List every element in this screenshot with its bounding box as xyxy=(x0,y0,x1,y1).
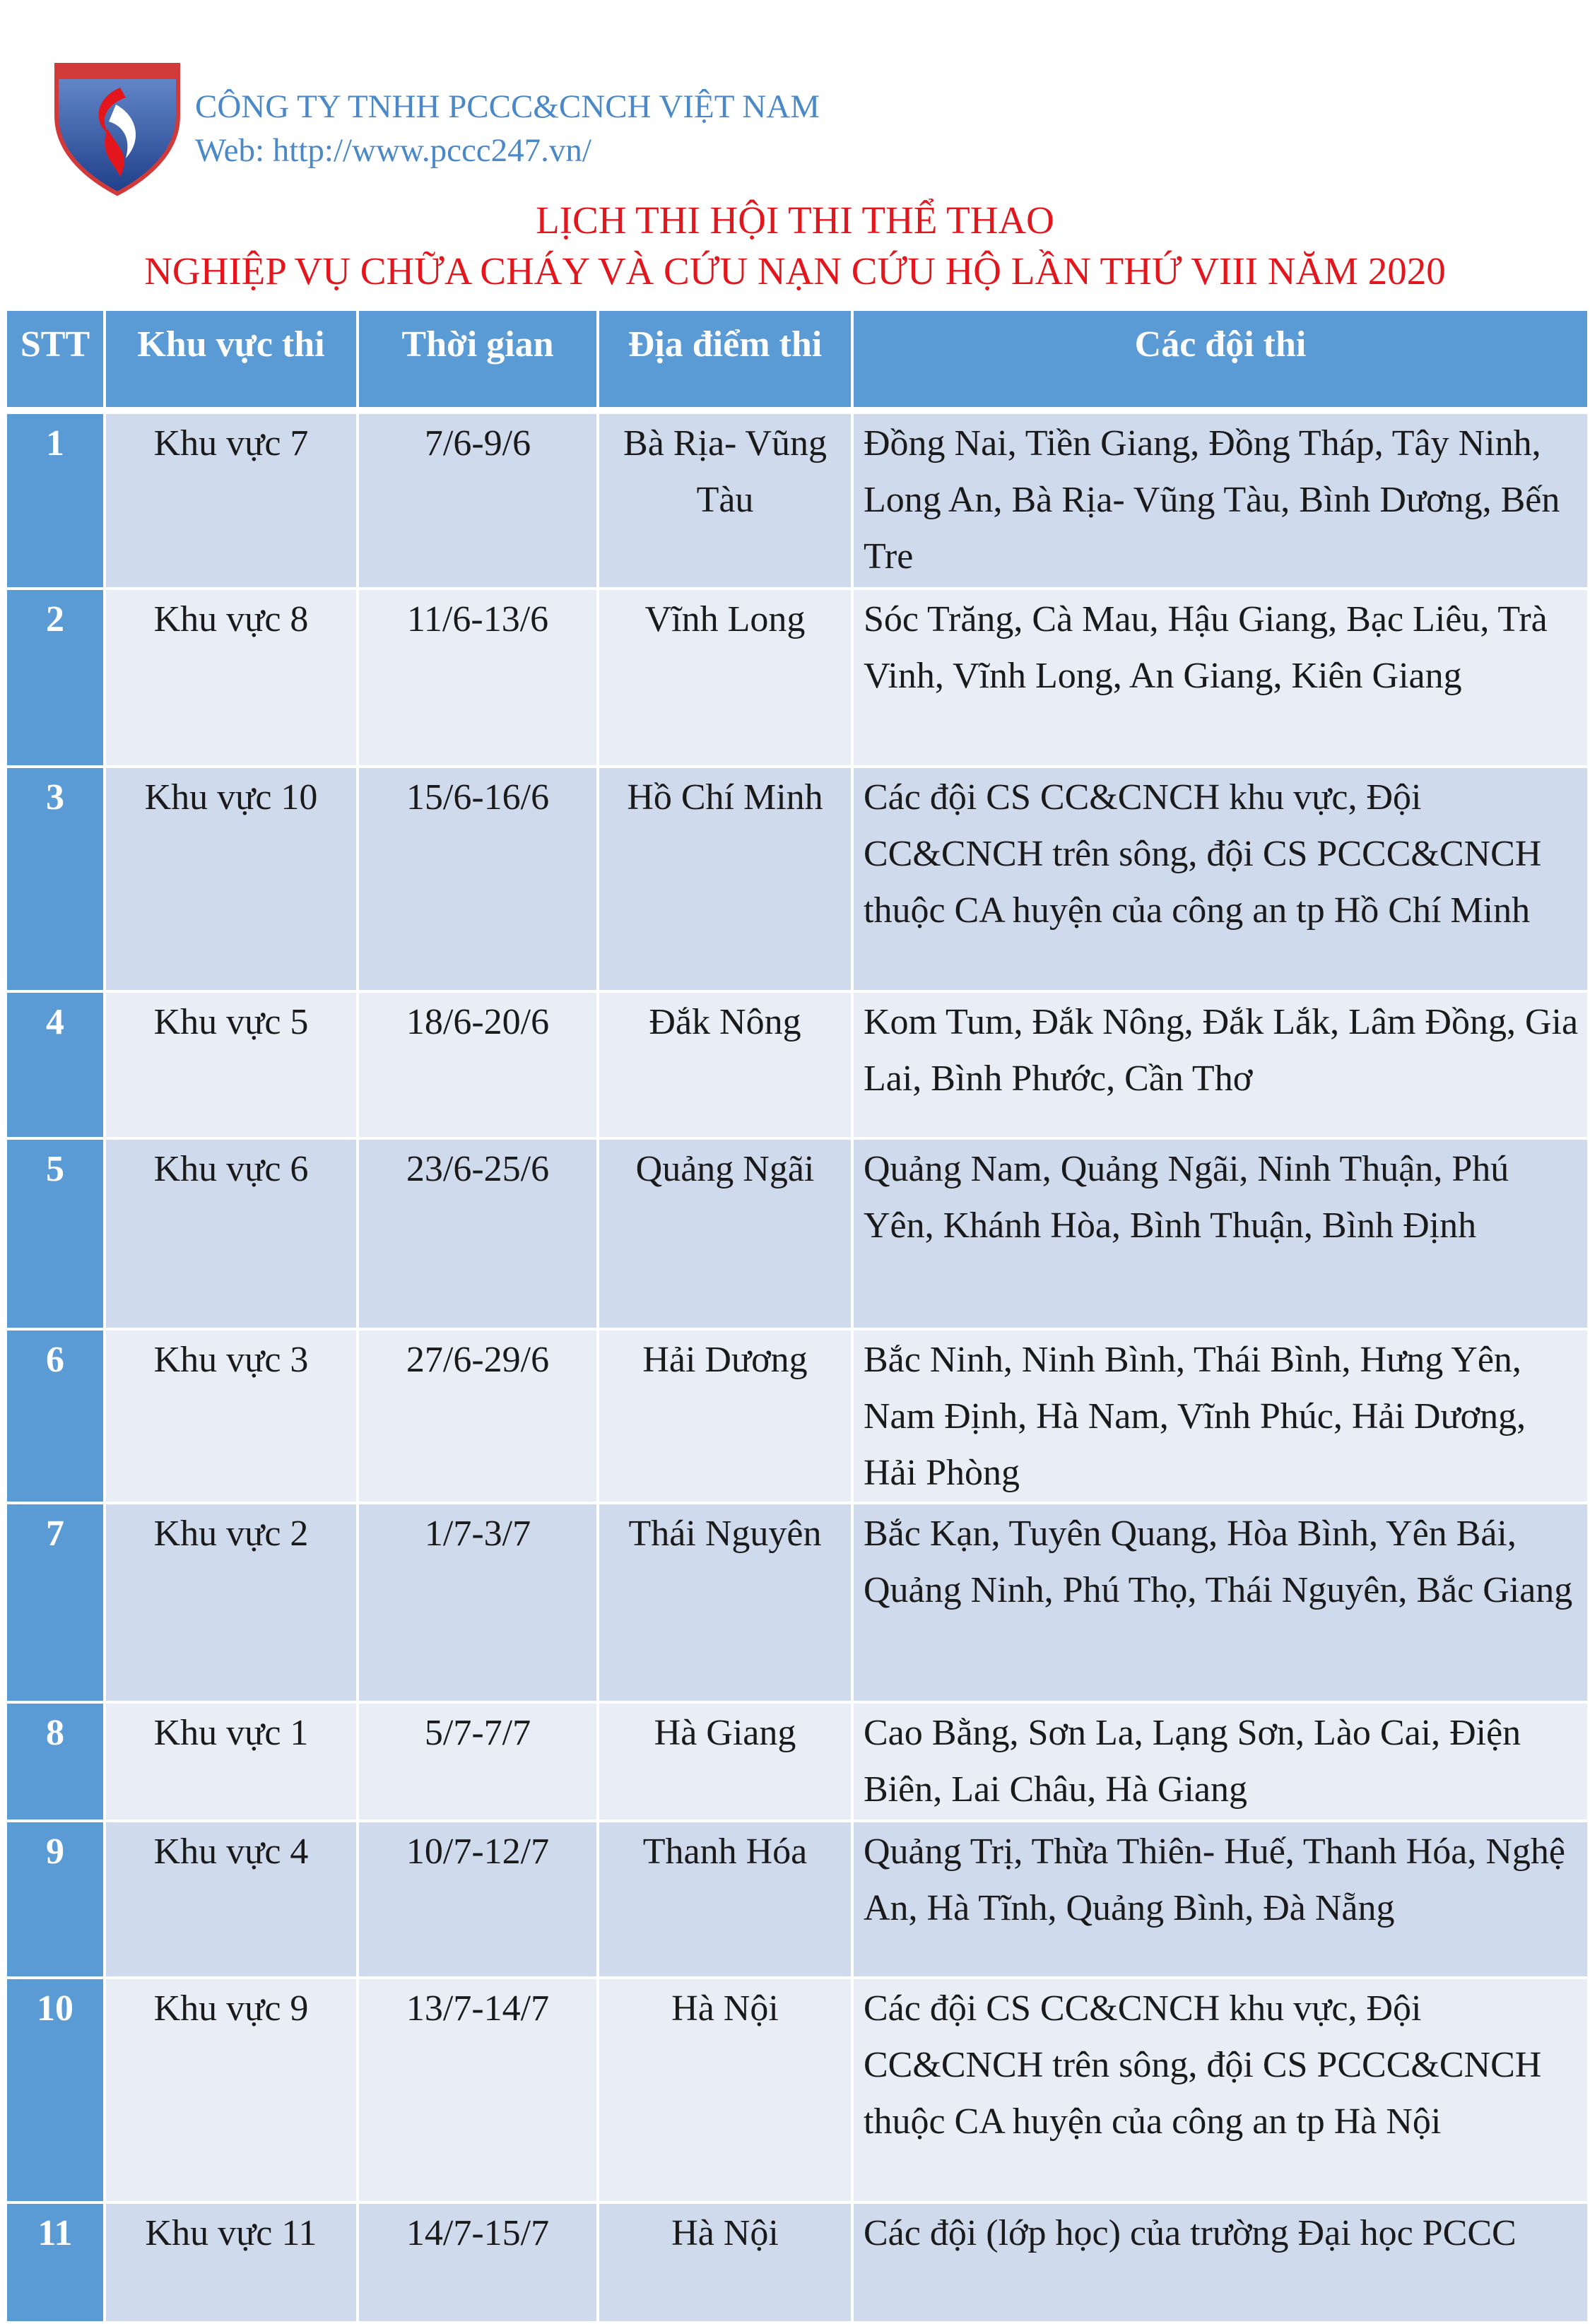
company-name: CÔNG TY TNHH PCCC&CNCH VIỆT NAM xyxy=(195,88,820,125)
row-time: 5/7-7/7 xyxy=(358,1702,598,1821)
row-place: Bà Rịa- Vũng Tàu xyxy=(598,411,852,589)
row-teams: Kom Tum, Đắk Nông, Đắk Lắk, Lâm Đồng, Gia Lai, Bình Phước, Cần Thơ xyxy=(852,991,1589,1138)
row-place: Hồ Chí Minh xyxy=(598,767,852,991)
row-time: 18/6-20/6 xyxy=(358,991,598,1138)
table-row xyxy=(6,991,1589,1138)
row-stt: 6 xyxy=(6,1329,105,1503)
row-area: Khu vực 6 xyxy=(105,1138,358,1329)
row-place: Hà Giang xyxy=(598,1702,852,1821)
row-time: 13/7-14/7 xyxy=(358,1978,598,2202)
table-row xyxy=(6,411,1589,589)
header-area: Khu vực thi xyxy=(105,309,358,411)
row-area: Khu vực 10 xyxy=(105,767,358,991)
row-teams: Bắc Ninh, Ninh Bình, Thái Bình, Hưng Yên, Nam Định, Hà Nam, Vĩnh Phúc, Hải Dương, Hải Phòng xyxy=(852,1329,1589,1503)
row-teams: Các đội CS CC&CNCH khu vực, Đội CC&CNCH trên sông, đội CS PCCC&CNCH thuộc CA huyện của công an tp Hà Nội xyxy=(852,1978,1589,2202)
header-place: Địa điểm thi xyxy=(598,309,852,411)
row-area: Khu vực 2 xyxy=(105,1503,358,1702)
row-time: 14/7-15/7 xyxy=(358,2202,598,2323)
row-area: Khu vực 3 xyxy=(105,1329,358,1503)
row-time: 10/7-12/7 xyxy=(358,1821,598,1978)
row-stt: 9 xyxy=(6,1821,105,1978)
table-row xyxy=(6,2202,1589,2323)
company-info xyxy=(195,85,820,172)
document-title xyxy=(0,195,1590,297)
table-row xyxy=(6,1138,1589,1329)
row-area: Khu vực 11 xyxy=(105,2202,358,2323)
row-teams: Quảng Trị, Thừa Thiên- Huế, Thanh Hóa, Nghệ An, Hà Tĩnh, Quảng Bình, Đà Nẵng xyxy=(852,1821,1589,1978)
row-time: 1/7-3/7 xyxy=(358,1503,598,1702)
table-row xyxy=(6,1503,1589,1702)
row-place: Thanh Hóa xyxy=(598,1821,852,1978)
table-row xyxy=(6,1821,1589,1978)
row-teams: Sóc Trăng, Cà Mau, Hậu Giang, Bạc Liêu, Trà Vinh, Vĩnh Long, An Giang, Kiên Giang xyxy=(852,589,1589,767)
table-row xyxy=(6,767,1589,991)
table-row xyxy=(6,1702,1589,1821)
header-teams: Các đội thi xyxy=(852,309,1589,411)
title-line-1: LỊCH THI HỘI THI THỂ THAO xyxy=(536,199,1054,242)
row-place: Đắk Nông xyxy=(598,991,852,1138)
row-place: Thái Nguyên xyxy=(598,1503,852,1702)
row-time: 23/6-25/6 xyxy=(358,1138,598,1329)
row-area: Khu vực 5 xyxy=(105,991,358,1138)
row-stt: 8 xyxy=(6,1702,105,1821)
company-logo-icon xyxy=(52,55,182,196)
row-area: Khu vực 7 xyxy=(105,411,358,589)
table-header-row xyxy=(6,309,1589,411)
row-time: 7/6-9/6 xyxy=(358,411,598,589)
table-row xyxy=(6,1329,1589,1503)
row-place: Hà Nội xyxy=(598,1978,852,2202)
table-row xyxy=(6,589,1589,767)
row-place: Quảng Ngãi xyxy=(598,1138,852,1329)
row-area: Khu vực 9 xyxy=(105,1978,358,2202)
title-line-2: NGHIỆP VỤ CHỮA CHÁY VÀ CỨU NẠN CỨU HỘ LẦN THỨ VIII NĂM 2020 xyxy=(144,249,1446,293)
row-teams: Cao Bằng, Sơn La, Lạng Sơn, Lào Cai, Điện Biên, Lai Châu, Hà Giang xyxy=(852,1702,1589,1821)
row-teams: Các đội (lớp học) của trường Đại học PCCC xyxy=(852,2202,1589,2323)
row-area: Khu vực 4 xyxy=(105,1821,358,1978)
company-website: Web: http://www.pccc247.vn/ xyxy=(195,132,591,169)
row-stt: 2 xyxy=(6,589,105,767)
row-teams: Bắc Kạn, Tuyên Quang, Hòa Bình, Yên Bái, Quảng Ninh, Phú Thọ, Thái Nguyên, Bắc Giang xyxy=(852,1503,1589,1702)
row-stt: 1 xyxy=(6,411,105,589)
row-time: 11/6-13/6 xyxy=(358,589,598,767)
row-area: Khu vực 8 xyxy=(105,589,358,767)
row-stt: 5 xyxy=(6,1138,105,1329)
schedule-table xyxy=(4,308,1590,2324)
row-stt: 4 xyxy=(6,991,105,1138)
row-teams: Các đội CS CC&CNCH khu vực, Đội CC&CNCH trên sông, đội CS PCCC&CNCH thuộc CA huyện của công an tp Hồ Chí Minh xyxy=(852,767,1589,991)
row-time: 15/6-16/6 xyxy=(358,767,598,991)
row-time: 27/6-29/6 xyxy=(358,1329,598,1503)
page-header xyxy=(52,55,1112,204)
row-stt: 7 xyxy=(6,1503,105,1702)
table-row xyxy=(6,1978,1589,2202)
row-teams: Quảng Nam, Quảng Ngãi, Ninh Thuận, Phú Yên, Khánh Hòa, Bình Thuận, Bình Định xyxy=(852,1138,1589,1329)
row-stt: 10 xyxy=(6,1978,105,2202)
row-place: Hà Nội xyxy=(598,2202,852,2323)
header-time: Thời gian xyxy=(358,309,598,411)
header-stt: STT xyxy=(6,309,105,411)
row-area: Khu vực 1 xyxy=(105,1702,358,1821)
row-place: Vĩnh Long xyxy=(598,589,852,767)
row-place: Hải Dương xyxy=(598,1329,852,1503)
row-teams: Đồng Nai, Tiền Giang, Đồng Tháp, Tây Ninh, Long An, Bà Rịa- Vũng Tàu, Bình Dương, Bến Tre xyxy=(852,411,1589,589)
row-stt: 3 xyxy=(6,767,105,991)
row-stt: 11 xyxy=(6,2202,105,2323)
